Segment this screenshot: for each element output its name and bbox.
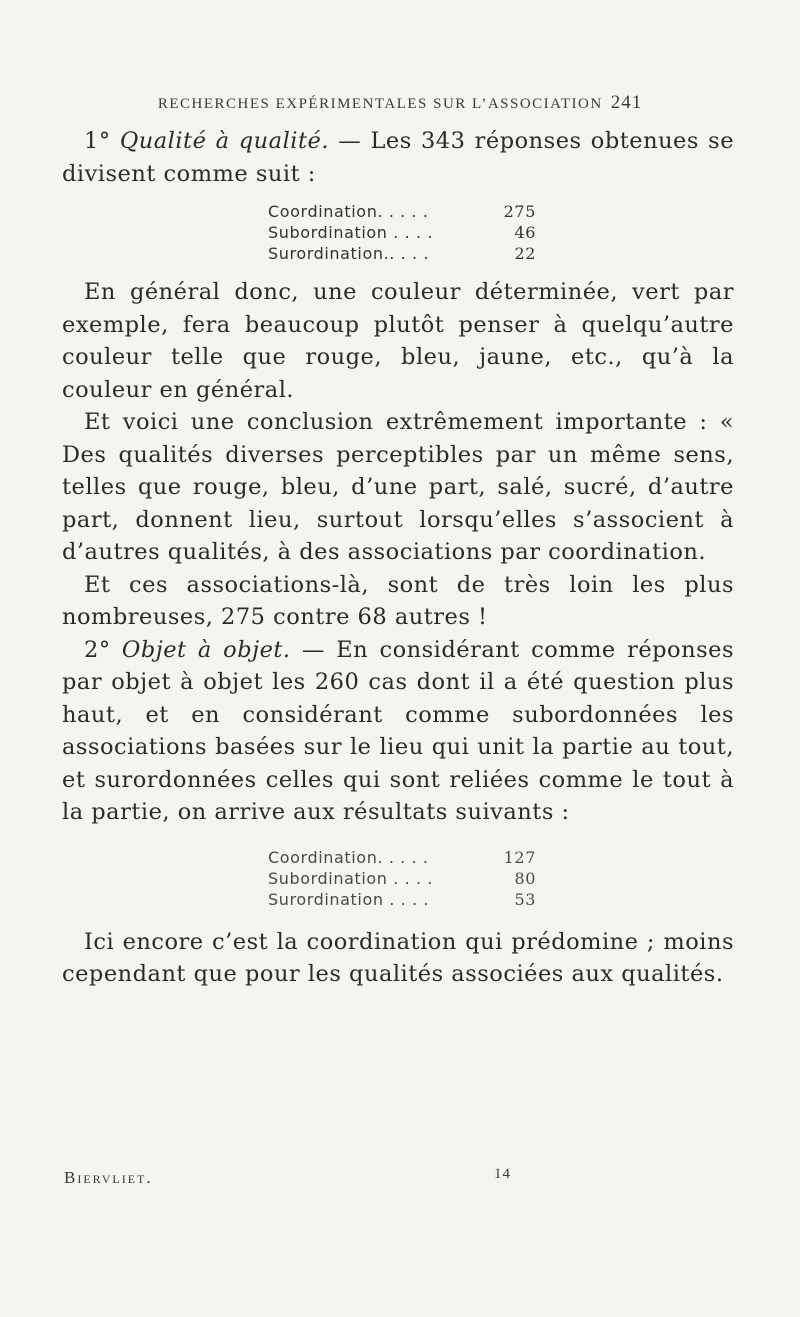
closing-paragraph: Ici encore c’est la coordination qui prédomine ; moins cependant que pour les qualités associées aux qualités. bbox=[62, 928, 734, 987]
row-label: Subordination . . . . bbox=[268, 223, 434, 242]
paragraph: Et voici une conclusion extrêmement importante : « Des qualités diverses perceptibles par un même sens, telles que rouge, bleu, d’une part, salé, sucré, d’autre part, donnent lieu, surtout lorsqu’elles s’associent à d’autres qualités, à des associations par coordination. bbox=[62, 409, 734, 565]
row-label: Surordination.. . . . bbox=[268, 244, 430, 263]
signature-number: 14 bbox=[494, 1166, 511, 1182]
table-row bbox=[268, 868, 536, 889]
page-number: 241 bbox=[610, 92, 643, 113]
section-2-heading: Objet à objet. bbox=[121, 636, 291, 663]
row-value: 53 bbox=[514, 889, 536, 909]
row-label: Subordination . . . . bbox=[268, 868, 434, 888]
section-1-intro: — Les 343 réponses obtenues se divisent comme suit : bbox=[62, 128, 735, 187]
paragraph: En général donc, une couleur déterminée, vert par exemple, fera beaucoup plutôt penser à quelqu’autre couleur telle que rouge, bleu, jaune, etc., qu’à la couleur en général. bbox=[62, 279, 734, 403]
section-1-heading: Qualité à qualité. bbox=[119, 128, 329, 154]
running-title: RECHERCHES EXPÉRIMENTALES SUR L’ASSOCIATION bbox=[157, 96, 603, 112]
signature-line bbox=[64, 1168, 694, 1188]
paragraph: Et ces associations-là, sont de très loin les plus nombreuses, 275 contre 68 autres ! bbox=[62, 571, 734, 630]
page-body bbox=[62, 125, 734, 991]
results-table-2 bbox=[268, 847, 536, 910]
table-row bbox=[268, 889, 536, 910]
signature-mark: Biervliet. bbox=[64, 1168, 153, 1187]
section-2-text: — En considérant comme réponses par objet à objet les 260 cas dont il a été question plus haut, et en considérant comme subordonnées les associations basées sur le lieu qui unit la partie au tout, et surordonnées celles qui sont reliées comme le tout à la partie, on arrive aux résultats suivants : bbox=[62, 636, 734, 825]
section-1-number: 1° bbox=[84, 128, 111, 154]
row-label: Surordination . . . . bbox=[268, 889, 430, 909]
row-value: 275 bbox=[503, 202, 536, 221]
results-table-1 bbox=[268, 201, 536, 264]
table-row bbox=[268, 201, 536, 222]
row-value: 80 bbox=[514, 868, 536, 888]
section-1-paragraph bbox=[62, 125, 734, 190]
section-2-number: 2° bbox=[84, 636, 111, 663]
table-row bbox=[268, 222, 536, 243]
row-value: 46 bbox=[514, 223, 536, 242]
row-value: 127 bbox=[503, 847, 536, 867]
running-header bbox=[0, 92, 800, 114]
table-row bbox=[268, 243, 536, 264]
row-value: 22 bbox=[514, 244, 536, 263]
section-2-paragraph bbox=[62, 634, 734, 829]
table-row bbox=[268, 847, 536, 868]
row-label: Coordination. . . . . bbox=[268, 202, 429, 221]
row-label: Coordination. . . . . bbox=[268, 847, 429, 867]
